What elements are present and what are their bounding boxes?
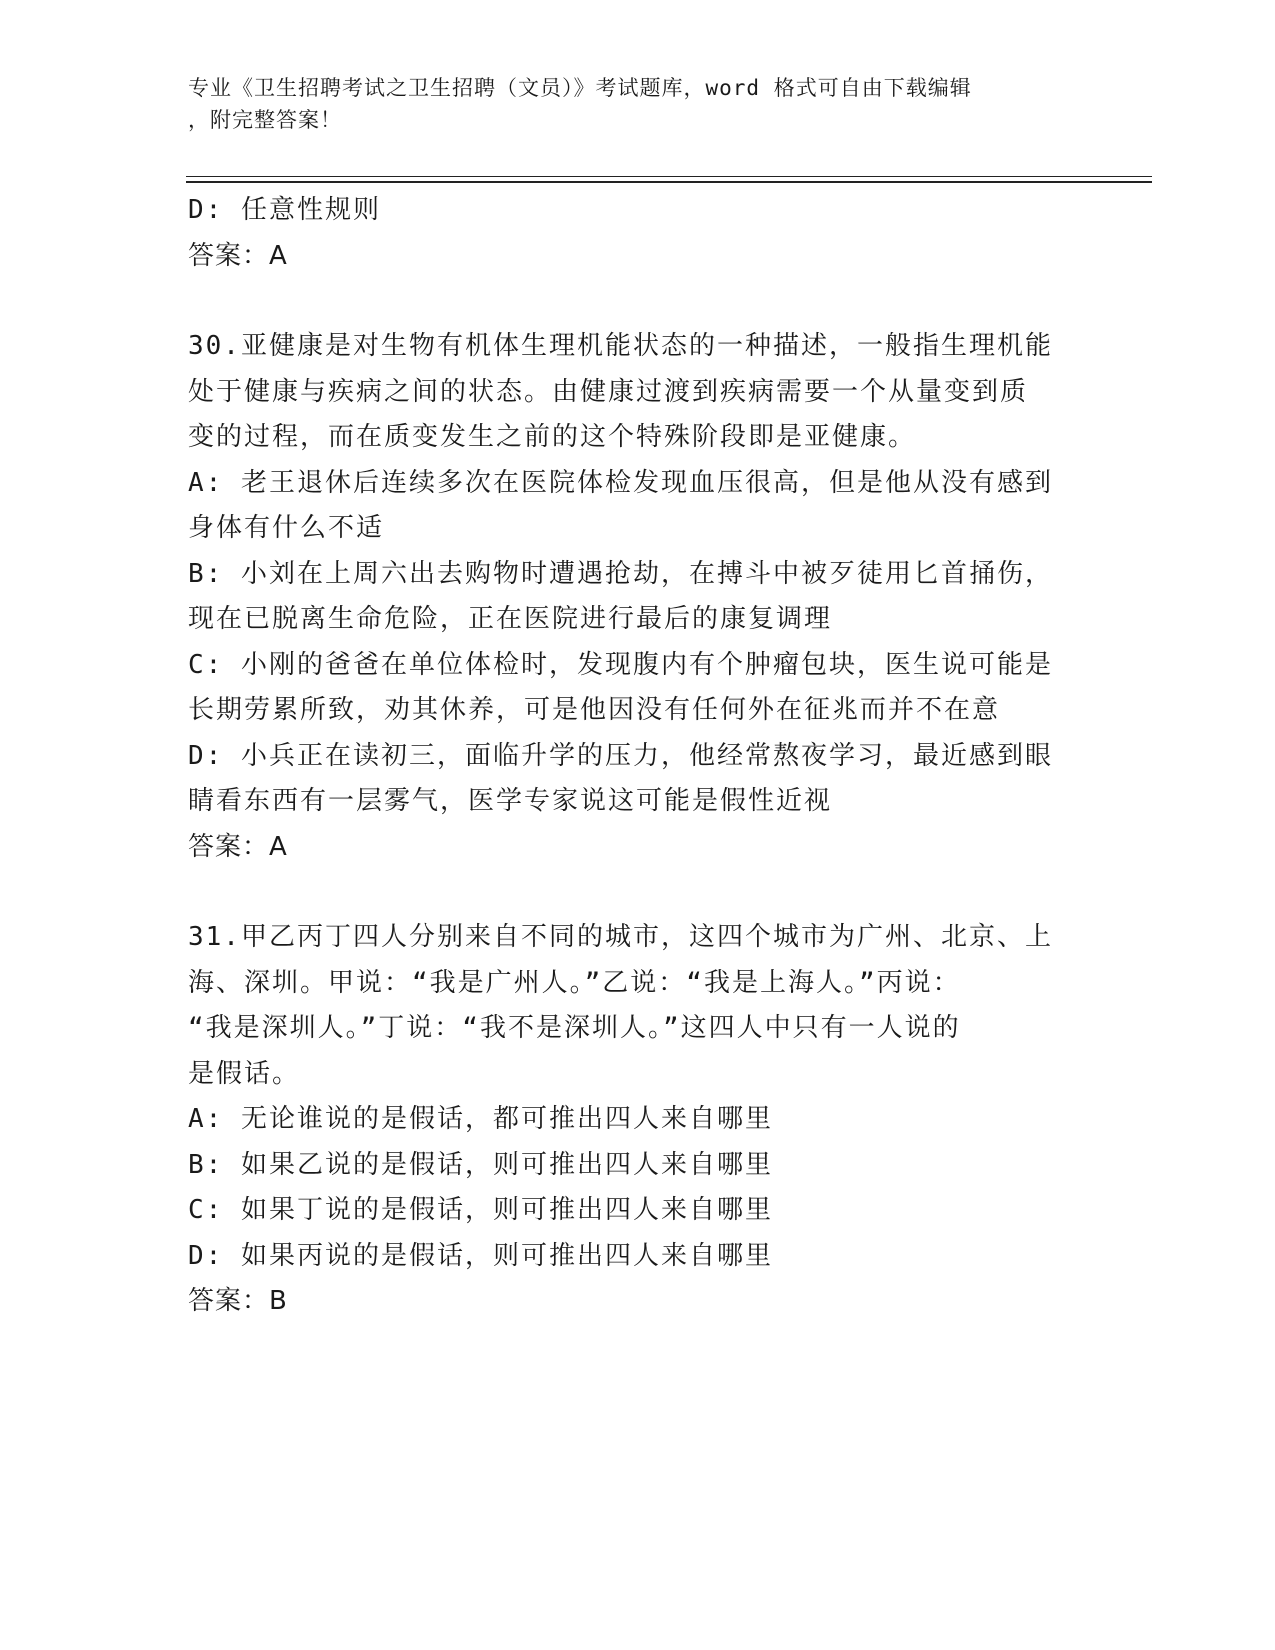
q30-option-d: D: 小兵正在读初三，面临升学的压力，他经常熬夜学习，最近感到眼 <box>188 740 1053 771</box>
q30-option-a: A: 老王退休后连续多次在医院体检发现血压很高，但是他从没有感到 <box>188 467 1053 498</box>
q30-option-b-cont: 现在已脱离生命危险，正在医院进行最后的康复调理 <box>188 604 833 634</box>
document-body <box>188 188 1088 1325</box>
header-line-2: ，附完整答案！ <box>188 108 342 132</box>
q30-option-c: C: 小刚的爸爸在单位体检时，发现腹内有个肿瘤包块，医生说可能是 <box>188 649 1053 680</box>
q31-option-d: D: 如果丙说的是假话，则可推出四人来自哪里 <box>188 1240 773 1271</box>
prev-option-d: D: 任意性规则 <box>188 195 381 225</box>
q30-option-b: B: 小刘在上周六出去购物时遭遇抢劫，在搏斗中被歹徒用匕首捅伤， <box>188 558 1053 589</box>
q30-answer: 答案：A <box>188 831 288 862</box>
q31-stem-line: 海、深圳。甲说：“我是广州人。”乙说：“我是上海人。”丙说： <box>188 967 961 998</box>
q31-option-a: A: 无论谁说的是假话，都可推出四人来自哪里 <box>188 1104 773 1134</box>
prev-answer: 答案：A <box>188 240 288 271</box>
q31-stem-line: 31.甲乙丙丁四人分别来自不同的城市，这四个城市为广州、北京、上 <box>188 922 1053 952</box>
question-31 <box>188 915 1088 1325</box>
spacer <box>188 279 1088 324</box>
question-30 <box>188 324 1088 870</box>
page-header <box>188 72 1068 136</box>
q30-stem-line: 30.亚健康是对生物有机体生理机能状态的一种描述，一般指生理机能 <box>188 331 1053 361</box>
q31-option-c: C: 如果丁说的是假话，则可推出四人来自哪里 <box>188 1195 773 1225</box>
q30-option-a-cont: 身体有什么不适 <box>188 513 385 543</box>
q30-stem-line: 处于健康与疾病之间的状态。由健康过渡到疾病需要一个从量变到质 <box>188 376 1029 407</box>
header-line-1: 专业《卫生招聘考试之卫生招聘（文员）》考试题库，word 格式可自由下载编辑 <box>188 76 972 100</box>
q31-answer: 答案：B <box>188 1286 288 1316</box>
q31-stem-line: 是假话。 <box>188 1058 301 1089</box>
q31-option-b: B: 如果乙说的是假话，则可推出四人来自哪里 <box>188 1149 773 1180</box>
q31-stem-line: “我是深圳人。”丁说：“我不是深圳人。”这四人中只有一人说的 <box>188 1013 961 1043</box>
q30-stem-line: 变的过程，而在质变发生之前的这个特殊阶段即是亚健康。 <box>188 422 917 452</box>
header-rule-thin <box>186 176 1152 177</box>
q30-option-c-cont: 长期劳累所致，劝其休养，可是他因没有任何外在征兆而并不在意 <box>188 695 1001 725</box>
header-rule-thick <box>186 181 1152 183</box>
spacer <box>188 870 1088 915</box>
q30-option-d-cont: 睛看东西有一层雾气，医学专家说这可能是假性近视 <box>188 786 833 816</box>
